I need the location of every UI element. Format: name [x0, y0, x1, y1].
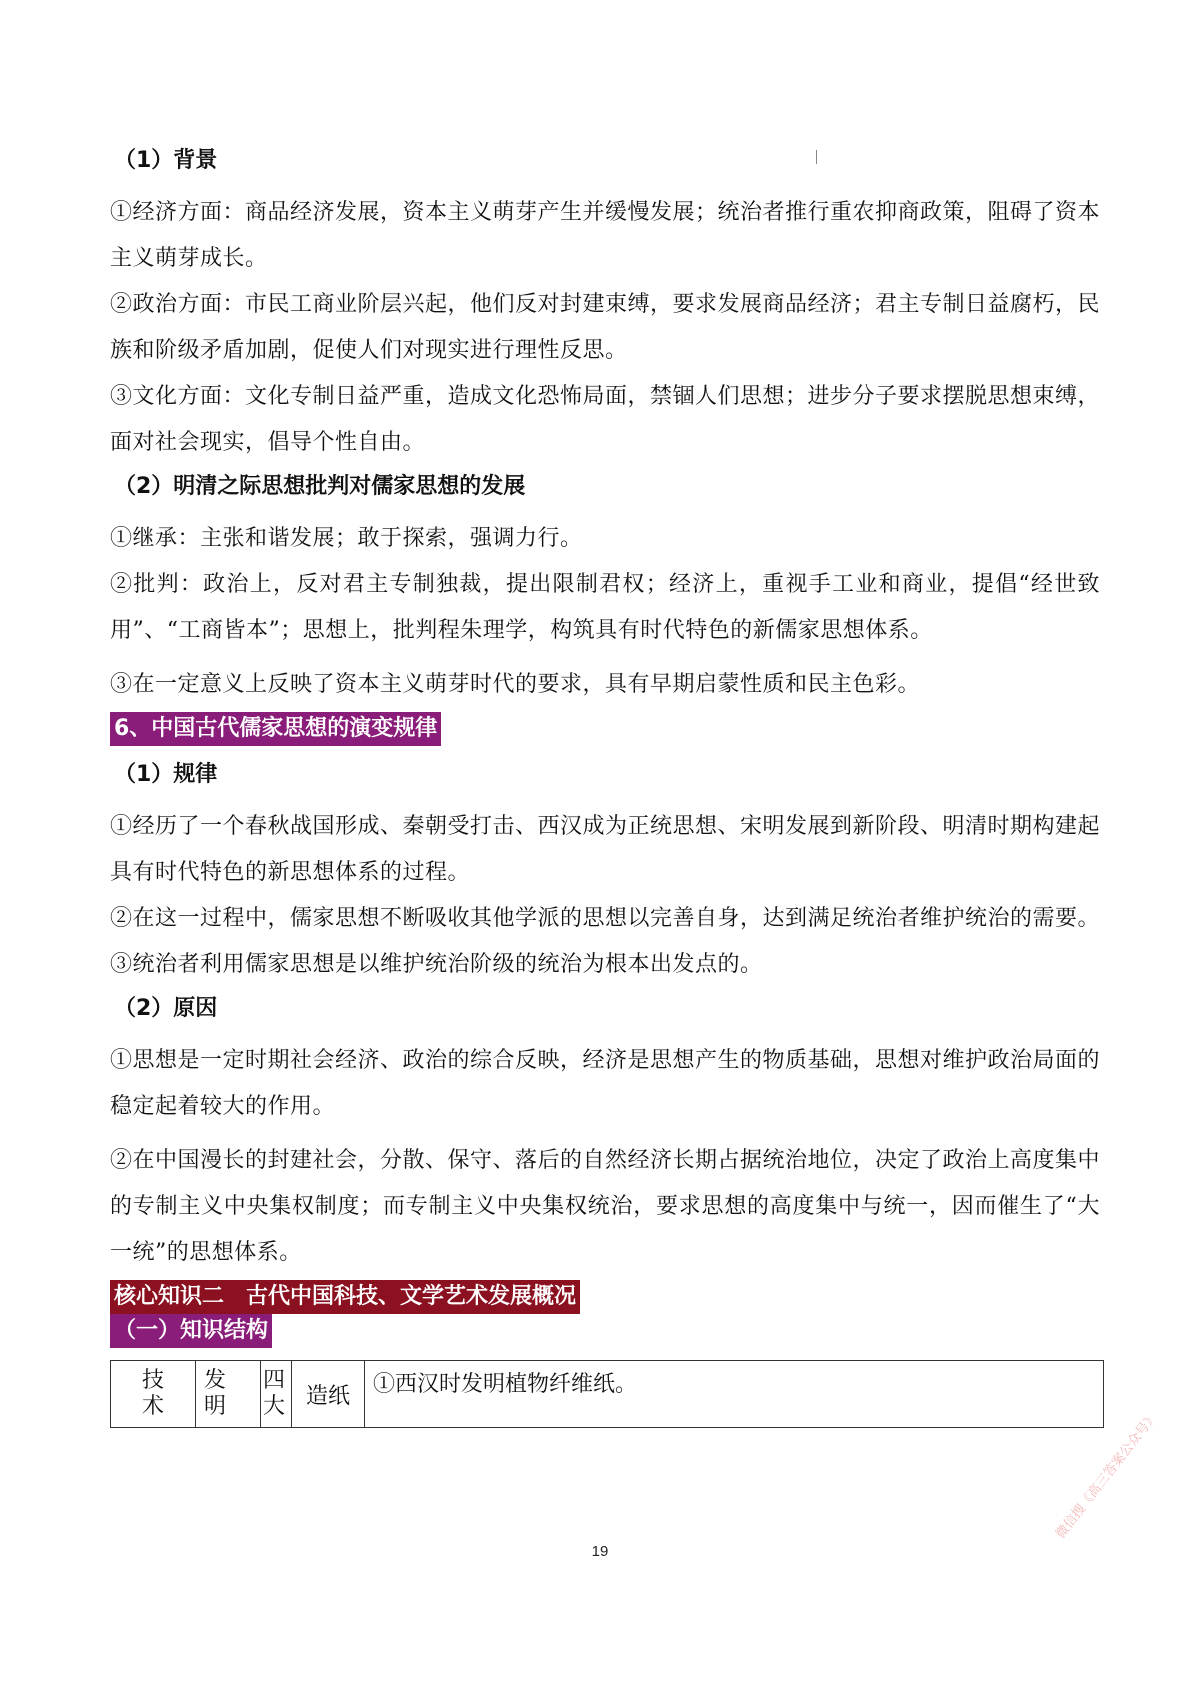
- core-heading-row: [110, 1276, 1100, 1314]
- paragraph-culture: ③文化方面：文化专制日益严重，造成文化恐怖局面，禁锢人们思想；进步分子要求摆脱思想束缚，面对社会现实，倡导个性自由。: [110, 384, 1101, 455]
- paragraph-rule-1: ①经历了一个春秋战国形成、秦朝受打击、西汉成为正统思想、宋明发展到新阶段、明清时期构建起具有时代特色的新思想体系的过程。: [110, 814, 1101, 885]
- paragraph-significance: ③在一定意义上反映了资本主义萌芽时代的要求，具有早期启蒙性质和民主色彩。: [110, 672, 921, 697]
- watermark-text: 微信搜《高三答案公众号》: [1053, 1409, 1162, 1542]
- page-number: 19: [591, 1543, 609, 1560]
- table-cell-four-great: [261, 1361, 292, 1428]
- structure-heading-row: [110, 1314, 1100, 1356]
- paragraph-rule-2: ②在这一过程中，儒家思想不断吸收其他学派的思想以完善自身，达到满足统治者维护统治的需要。: [110, 906, 1101, 931]
- paragraph-rule-3: ③统治者利用儒家思想是以维护统治阶级的统治为根本出发点的。: [110, 952, 763, 977]
- paragraph-reason-2: ②在中国漫长的封建社会，分散、保守、落后的自然经济长期占据统治地位，决定了政治上高度集中的专制主义中央集权制度；而专制主义中央集权统治，要求思想的高度集中与统一，因而催生了“大一统”的思想体系。: [110, 1148, 1101, 1265]
- subheading-background: （1）背景: [114, 148, 218, 173]
- subheading-reason: （2）原因: [114, 996, 218, 1021]
- cell-char: 术: [141, 1394, 164, 1419]
- paragraph-criticism: ②批判：政治上，反对君主专制独裁，提出限制君权；经济上，重视手工业和商业，提倡“经世致用”、“工商皆本”；思想上，批判程朱理学，构筑具有时代特色的新儒家思想体系。: [110, 572, 1100, 643]
- cell-char: 明: [204, 1394, 227, 1419]
- subheading-rule: （1）规律: [114, 762, 218, 787]
- knowledge-structure-heading: （一）知识结构: [110, 1314, 272, 1348]
- cell-char: 大: [262, 1394, 285, 1419]
- table-cell-description: ①西汉时发明植物纤维纸。: [365, 1361, 1104, 1428]
- cell-char: 四: [262, 1368, 285, 1393]
- table-cell-papermaking: 造纸: [292, 1361, 365, 1428]
- cell-char: 技: [141, 1368, 164, 1393]
- paragraph-economy: ①经济方面：商品经济发展，资本主义萌芽产生并缓慢发展；统治者推行重农抑商政策，阻碍了资本主义萌芽成长。: [110, 200, 1101, 271]
- cell-char: 发: [204, 1368, 227, 1393]
- section-heading-6: 6、中国古代儒家思想的演变规律: [110, 712, 441, 746]
- subheading-development: （2）明清之际思想批判对儒家思想的发展: [114, 474, 526, 499]
- table-row: [111, 1361, 1104, 1428]
- table-cell-invention: [196, 1361, 261, 1428]
- page-content: [110, 140, 1100, 1428]
- core-knowledge-heading: 核心知识二 古代中国科技、文学艺术发展概况: [110, 1280, 580, 1314]
- paragraph-politics: ②政治方面：市民工商业阶层兴起，他们反对封建束缚，要求发展商品经济；君主专制日益腐朽，民族和阶级矛盾加剧，促使人们对现实进行理性反思。: [110, 292, 1101, 363]
- paragraph-inherit: ①继承：主张和谐发展；敢于探索，强调力行。: [110, 526, 583, 551]
- paragraph-reason-1: ①思想是一定时期社会经济、政治的综合反映，经济是思想产生的物质基础，思想对维护政治局面的稳定起着较大的作用。: [110, 1048, 1101, 1119]
- knowledge-table: [110, 1360, 1104, 1428]
- table-cell-technology: [111, 1361, 196, 1428]
